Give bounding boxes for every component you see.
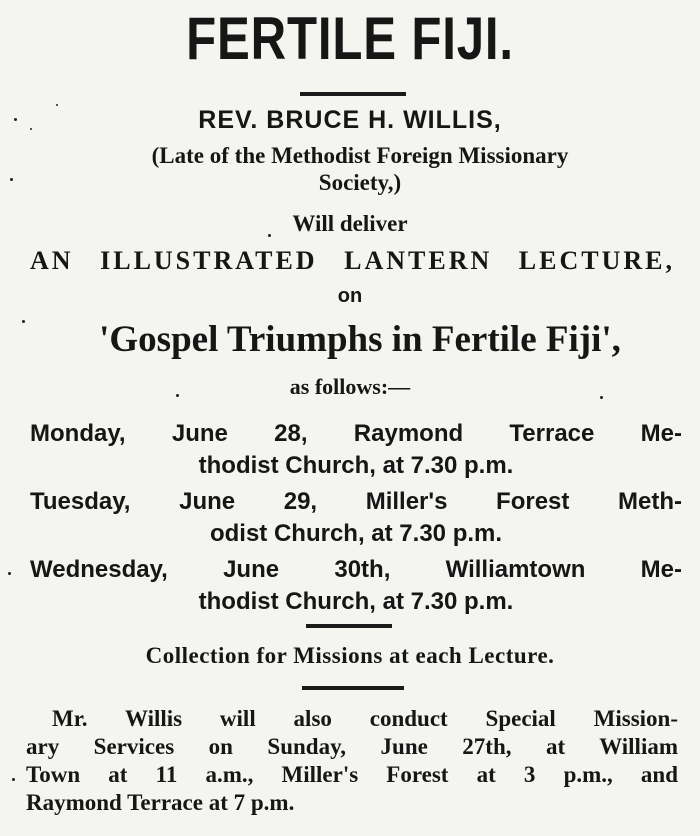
lecture-title: 'Gospel Triumphs in Fertile Fiji', — [99, 319, 621, 360]
affiliation-line-2: Society,) — [318, 170, 402, 195]
services-line-2: ary Services on Sunday, June 27th, at William — [26, 734, 678, 759]
services-line-1: Mr. Willis will also conduct Special Mission- — [52, 706, 678, 731]
will-deliver-text: Will deliver — [292, 211, 408, 236]
print-speck — [268, 234, 271, 237]
print-speck — [30, 128, 32, 130]
affiliation-line-1: (Late of the Methodist Foreign Missionary — [151, 143, 569, 168]
print-speck — [600, 396, 603, 399]
event-wednesday — [30, 554, 682, 618]
print-speck — [56, 104, 58, 106]
special-services-paragraph — [26, 705, 678, 817]
event-tuesday — [30, 486, 682, 550]
on-text: on — [337, 285, 363, 307]
services-line-3: Town at 11 a.m., Miller's Forest at 3 p.m., and — [26, 762, 678, 787]
print-speck — [14, 118, 17, 121]
lecture-type: AN ILLUSTRATED LANTERN LECTURE, — [30, 246, 675, 275]
collection-note: Collection for Missions at each Lecture. — [145, 643, 555, 668]
speaker-name: REV. BRUCE H. WILLIS, — [198, 106, 502, 134]
divider-rule-1 — [300, 92, 406, 96]
divider-rule-2 — [306, 624, 392, 628]
divider-rule-3 — [302, 686, 404, 690]
print-speck — [10, 178, 13, 181]
event-monday — [30, 418, 682, 482]
print-speck — [22, 320, 25, 323]
event-line-1: Tuesday, June 29, Miller's Forest Meth- — [30, 488, 682, 515]
event-line-1: Monday, June 28, Raymond Terrace Me- — [30, 420, 682, 447]
print-speck — [8, 572, 11, 575]
event-line-2: thodist Church, at 7.30 p.m. — [198, 452, 514, 479]
ad-title: FERTILE FIJI. — [186, 5, 514, 72]
print-speck — [176, 394, 179, 397]
services-line-4: Raymond Terrace at 7 p.m. — [26, 790, 295, 815]
event-line-1: Wednesday, June 30th, Williamtown Me- — [30, 556, 682, 583]
print-speck — [12, 778, 15, 781]
event-line-2: thodist Church, at 7.30 p.m. — [198, 588, 514, 615]
as-follows-text: as follows:— — [289, 374, 411, 399]
event-line-2: odist Church, at 7.30 p.m. — [209, 520, 503, 547]
speaker-affiliation — [40, 142, 680, 196]
